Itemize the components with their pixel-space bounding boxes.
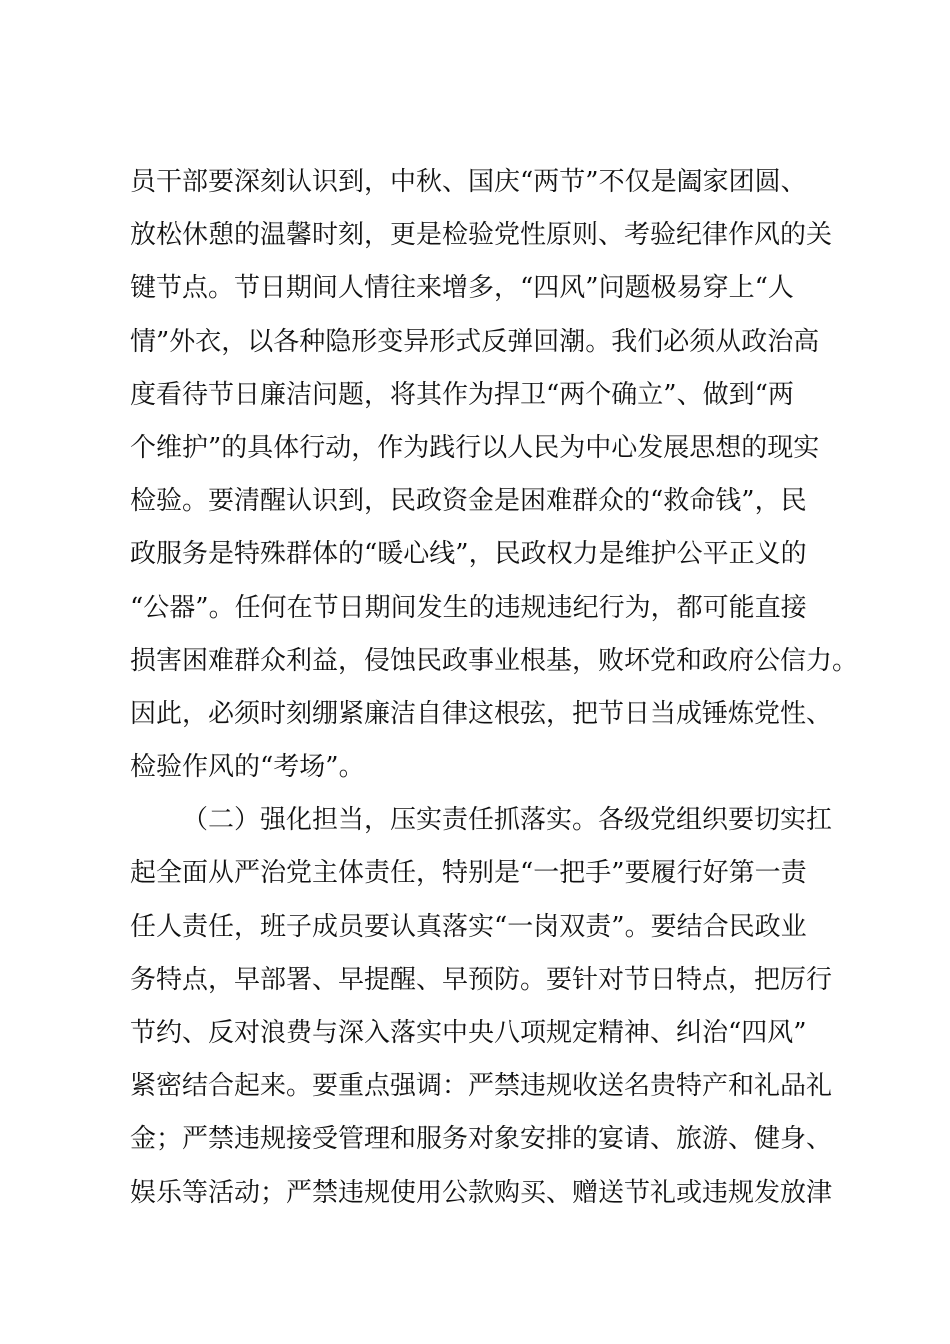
text-line: 员干部要深刻认识到，中秋、国庆“两节”不仅是阖家团圆、 [130,167,807,197]
text-line: 节约、反对浪费与深入落实中央八项规定精神、纠治“四风” [130,1018,807,1048]
text-line: 情”外衣，以各种隐形变异形式反弹回潮。我们必须从政治高 [130,326,820,357]
text-line: 娱乐等活动；严禁违规使用公款购买、赠送节礼或违规发放津 [130,1177,833,1208]
text-line: 紧密结合起来。要重点强调：严禁违规收送名贵特产和礼品礼 [130,1071,833,1102]
text-line: 任人责任，班子成员要认真落实“一岗双责”。要结合民政业 [130,911,807,942]
text-line: 个维护”的具体行动，作为践行以人民为中心发展思想的现实 [130,432,820,463]
section-heading-line: （二）强化担当，压实责任抓落实。各级党组织要切实扛 [182,805,833,836]
text-line: 因此，必须时刻绷紧廉洁自律这根弦，把节日当成锤炼党性、 [130,698,833,729]
text-line: 检验作风的“考场”。 [130,752,365,783]
body-text [130,156,859,1220]
text-line: 务特点，早部署、早提醒、早预防。要针对节日特点，把厉行 [130,964,833,995]
text-line: 政服务是特殊群体的“暖心线”，民政权力是维护公平正义的 [130,539,807,570]
text-line: 放松休憩的温馨时刻，更是检验党性原则、考验纪律作风的关 [130,220,833,251]
text-line: 键节点。节日期间人情往来增多，“四风”问题极易穿上“人 [130,273,794,304]
text-line: 损害困难群众利益，侵蚀民政事业根基，败坏党和政府公信力。 [130,645,859,676]
text-line: 检验。要清醒认识到，民政资金是困难群众的“救命钱”，民 [130,486,807,517]
text-line: 金；严禁违规接受管理和服务对象安排的宴请、旅游、健身、 [130,1124,833,1155]
text-line: 度看待节日廉洁问题，将其作为捍卫“两个确立”、做到“两 [130,379,794,410]
text-line: 起全面从严治党主体责任，特别是“一把手”要履行好第一责 [130,858,807,889]
text-line: “公器”。任何在节日期间发生的违规违纪行为，都可能直接 [130,592,807,623]
